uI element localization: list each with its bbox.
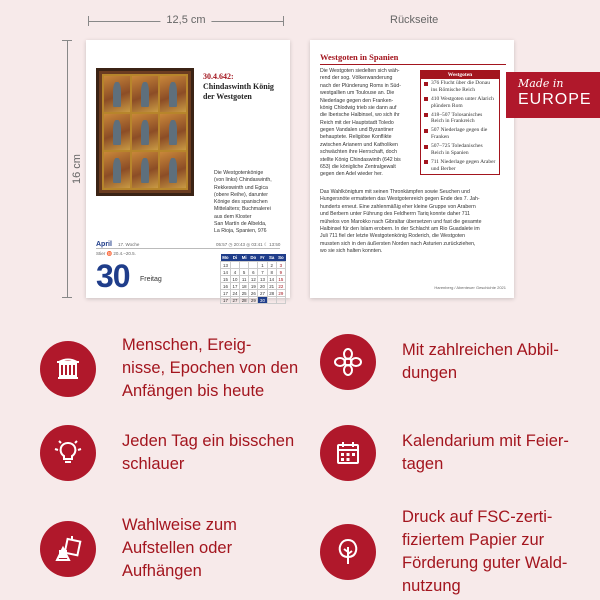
mini-calendar-cell: 22 bbox=[276, 283, 285, 290]
timeline-entry-text: 410 Westgoten unter Alarich plündern Rom bbox=[431, 95, 494, 109]
back-text-line: Niederlage gegen den Franken- bbox=[320, 97, 394, 104]
timeline-box bbox=[420, 70, 500, 175]
bullet-square-icon bbox=[424, 129, 428, 133]
mini-calendar-cell: 20 bbox=[258, 283, 267, 290]
back-text-line: stellte König Chindaswinth (642 bis bbox=[320, 156, 401, 163]
back-text-line: zwischen Arianern und Katholiken bbox=[320, 141, 398, 148]
mini-calendar-header: Mi bbox=[240, 254, 249, 262]
back-full-line: Halbinsel für den Islam erobern. In der Schlacht am Rio Guadalete im bbox=[320, 225, 480, 232]
mini-calendar-cell: 6 bbox=[249, 269, 258, 276]
mini-calendar-cell bbox=[230, 262, 239, 269]
back-full-line: mussten sich in den äußersten Norden nach Asturien zurückziehen, bbox=[320, 240, 476, 247]
mini-calendar-cell bbox=[276, 297, 285, 304]
timeline-entry bbox=[421, 95, 499, 111]
back-footer: Harenberg / Abenteuer Geschichte 2021 bbox=[434, 285, 506, 290]
bullet-square-icon bbox=[424, 145, 428, 149]
mini-calendar-cell: 9 bbox=[276, 269, 285, 276]
mini-calendar-header: Sa bbox=[268, 255, 275, 260]
timeline-entry bbox=[421, 79, 499, 95]
mini-calendar-cell: 18 bbox=[240, 283, 249, 290]
mini-calendar-row bbox=[221, 290, 286, 297]
feature-stand-or-hang bbox=[40, 514, 237, 583]
timeline-title: Westgoten bbox=[421, 71, 499, 79]
week-label: 17. Woche bbox=[118, 242, 140, 247]
calendar-icon bbox=[320, 425, 376, 481]
mini-calendar-cell: 24 bbox=[230, 290, 239, 297]
mini-calendar-cell: 19 bbox=[249, 283, 258, 290]
mini-calendar-cell: 15 bbox=[276, 276, 285, 283]
timeline-entry-text: 507 Niederlage gegen die Franken bbox=[431, 127, 488, 141]
back-full-line: Juli 711 fiel der letzte Westgotenkönig Roderich, die Westgoten bbox=[320, 233, 466, 240]
height-label: 16 cm bbox=[71, 148, 83, 190]
mini-calendar-row bbox=[221, 297, 286, 304]
width-dimension bbox=[88, 14, 284, 28]
feature-daily bbox=[40, 425, 294, 481]
hanging-calendar-icon bbox=[40, 521, 96, 577]
mini-calendar-cell: 14 bbox=[221, 269, 231, 276]
mini-calendar-cell: 5 bbox=[240, 269, 249, 276]
feature-fsc bbox=[320, 506, 567, 598]
mini-calendar-header: Mo bbox=[222, 255, 229, 260]
feature-text: Kalendarium mit Feier- tagen bbox=[402, 431, 569, 473]
bullet-square-icon bbox=[424, 113, 428, 117]
sun-moon-times: 05:57 ◷ 20:43 ◎ 03:41 ☾ 13:50 bbox=[216, 242, 281, 247]
lightbulb-icon bbox=[40, 425, 96, 481]
height-dimension bbox=[60, 40, 83, 298]
mini-calendar-cell: 27 bbox=[230, 297, 239, 304]
mini-calendar-cell: 27 bbox=[258, 290, 267, 297]
timeline-entry bbox=[421, 142, 499, 158]
back-page bbox=[310, 40, 514, 298]
mini-calendar-row bbox=[221, 262, 286, 269]
mini-calendar-cell: 30 bbox=[258, 297, 267, 304]
back-full-line: hunderts erneut. Eine zahlenmäßig eher kleine Gruppe von Arabern bbox=[320, 203, 476, 210]
manuscript-image bbox=[96, 68, 194, 196]
mini-calendar-cell: 1 bbox=[258, 262, 267, 269]
mini-calendar-cell: 3 bbox=[276, 262, 285, 269]
calendar-divider bbox=[96, 248, 280, 249]
back-text-line: die Iberische Halbinsel, wo sich ihr bbox=[320, 112, 400, 119]
back-text-full bbox=[320, 189, 506, 255]
feature-text: Menschen, Ereig- nisse, Epochen von den Anfängen bis heute bbox=[122, 336, 299, 401]
mini-calendar-cell: 15 bbox=[221, 276, 231, 283]
mini-calendar-cell: 29 bbox=[276, 290, 285, 297]
mini-calendar-cell: 28 bbox=[240, 297, 249, 304]
mini-calendar-header: Fr bbox=[258, 254, 267, 262]
mini-calendar-cell bbox=[249, 262, 258, 269]
back-full-line: wo sie sich halten konnten. bbox=[320, 248, 383, 254]
back-full-line: mühelos von Marokko nach Gibraltar übersetzen und fast die gesamte bbox=[320, 218, 482, 225]
mini-calendar-cell: 12 bbox=[249, 276, 258, 283]
mini-calendar-header: Do bbox=[250, 255, 257, 260]
tree-icon bbox=[320, 524, 376, 580]
made-in-europe-badge bbox=[506, 72, 600, 118]
back-text-line: könig Chlodwig trieb sie dann auf bbox=[320, 104, 397, 111]
column-icon bbox=[40, 341, 96, 397]
mini-calendar-row bbox=[221, 269, 286, 276]
timeline-entry-text: 376 Flucht über die Donau ins Römische Reich bbox=[431, 80, 490, 93]
back-text-line: Reich mit der Hauptstadt Toledo bbox=[320, 119, 394, 126]
back-text-line: gegen den Adel wieder her. bbox=[320, 171, 383, 178]
mini-calendar-cell: 16 bbox=[221, 283, 231, 290]
feature-history bbox=[40, 334, 298, 403]
back-text-line: rend der sog. Völkerwanderung bbox=[320, 75, 393, 82]
mini-calendar-cell: 10 bbox=[230, 276, 239, 283]
mini-calendar-cell: 17 bbox=[221, 290, 231, 297]
feature-text: Mit zahlreichen Abbil- dungen bbox=[402, 340, 559, 382]
mini-calendar-cell: 25 bbox=[240, 290, 249, 297]
mini-calendar-cell: 21 bbox=[267, 283, 276, 290]
feature-illustrations bbox=[320, 334, 559, 390]
mini-calendar-cell: 11 bbox=[240, 276, 249, 283]
back-text-line: 653) die königliche Zentralgewalt bbox=[320, 163, 396, 170]
feature-text: Jeden Tag ein bisschen schlauer bbox=[122, 431, 295, 473]
weekday-label: Freitag bbox=[140, 276, 162, 283]
mini-calendar-cell: 4 bbox=[230, 269, 239, 276]
image-caption: Die Westgotenkönige (von links) Chindaswinth, Rekkeswinth und Egica (obere Reihe), darunter Könige des spanischen Mittelalters; Buchmalerei aus dem Kloster San Martín de Albelda, La Rioja, Spanien, 976 bbox=[214, 170, 272, 235]
bullet-square-icon bbox=[424, 82, 428, 86]
front-page bbox=[86, 40, 290, 303]
mini-calendar-cell: 13 bbox=[258, 276, 267, 283]
mini-calendar-cell bbox=[240, 262, 249, 269]
mini-calendar-cell: 26 bbox=[249, 290, 258, 297]
mini-calendar-cell: 14 bbox=[267, 276, 276, 283]
timeline-entry bbox=[421, 111, 499, 127]
mini-calendar-row bbox=[221, 283, 286, 290]
timeline-entry bbox=[421, 126, 499, 142]
back-side-label: Rückseite bbox=[390, 14, 439, 26]
timeline-entry bbox=[421, 158, 499, 174]
back-text-line: behauptete. Religiöse Konflikte bbox=[320, 134, 392, 141]
mini-calendar-cell: 28 bbox=[267, 290, 276, 297]
feature-text: Wahlweise zum Aufstellen oder Aufhängen bbox=[122, 516, 237, 581]
mini-calendar-cell: 8 bbox=[267, 269, 276, 276]
day-number: 30 bbox=[96, 258, 130, 294]
feature-text: Druck auf FSC-zerti- fiziertem Papier zur Förderung guter Wald- nutzung bbox=[402, 508, 568, 596]
back-text-column bbox=[320, 68, 420, 179]
mini-calendar-cell: 29 bbox=[249, 297, 258, 304]
badge-line2: EUROPE bbox=[518, 91, 592, 108]
mini-calendar-header: Di bbox=[230, 254, 239, 262]
entry-title: Chindaswinth König der Westgoten bbox=[203, 82, 274, 101]
back-text-line: nach der Plünderung Roms in Süd- bbox=[320, 82, 402, 89]
timeline-entry-text: 418–507 Tolosanisches Reich in Frankreich bbox=[431, 111, 483, 125]
mini-calendar-cell: 2 bbox=[267, 262, 276, 269]
width-label: 12,5 cm bbox=[160, 14, 211, 26]
mini-calendar-header: So bbox=[278, 255, 284, 260]
mini-calendar-cell: 17 bbox=[221, 297, 231, 304]
mini-calendar-cell: 7 bbox=[258, 269, 267, 276]
zodiac-label: Stier ♉ 20.4.–20.5. bbox=[96, 251, 136, 256]
mini-calendar-row bbox=[221, 276, 286, 283]
back-text-line: Die Westgoten siedelten sich wäh- bbox=[320, 68, 400, 74]
bullet-square-icon bbox=[424, 160, 428, 164]
back-full-line: und Berbern unter Führung des Feldherrn Tariq konnte daher 711 bbox=[320, 211, 471, 218]
bullet-square-icon bbox=[424, 97, 428, 101]
badge-line1: Made in bbox=[518, 77, 564, 90]
entry-date: 30.4.642: bbox=[203, 72, 234, 81]
back-text-line: gegen Vandalen und Byzantiner bbox=[320, 127, 394, 133]
mini-calendar-cell: 17 bbox=[230, 283, 239, 290]
mini-calendar-cell bbox=[267, 297, 276, 304]
timeline-entry-text: 711 Niederlage gegen Araber und Berber bbox=[431, 158, 496, 172]
back-text-line: westgallien um Toulouse an. Die bbox=[320, 90, 395, 97]
month-label: April bbox=[96, 241, 112, 248]
flower-icon bbox=[320, 334, 376, 390]
back-title: Westgoten in Spanien bbox=[320, 52, 506, 65]
mini-calendar bbox=[220, 254, 286, 304]
back-full-line: Hungersnöte ermatteten das Westgotenreich gegen Ende des 7. Jah- bbox=[320, 196, 480, 203]
timeline-entry-text: 507–725 Toledanisches Reich in Spanien bbox=[431, 143, 483, 156]
feature-calendar bbox=[320, 425, 569, 481]
back-full-line: Das Wahlkönigtum mit seinen Thronkämpfen sowie Seuchen und bbox=[320, 189, 470, 195]
back-text-line: schwächten ihre Herrschaft, doch bbox=[320, 149, 397, 156]
mini-calendar-cell: 13 bbox=[221, 262, 231, 269]
